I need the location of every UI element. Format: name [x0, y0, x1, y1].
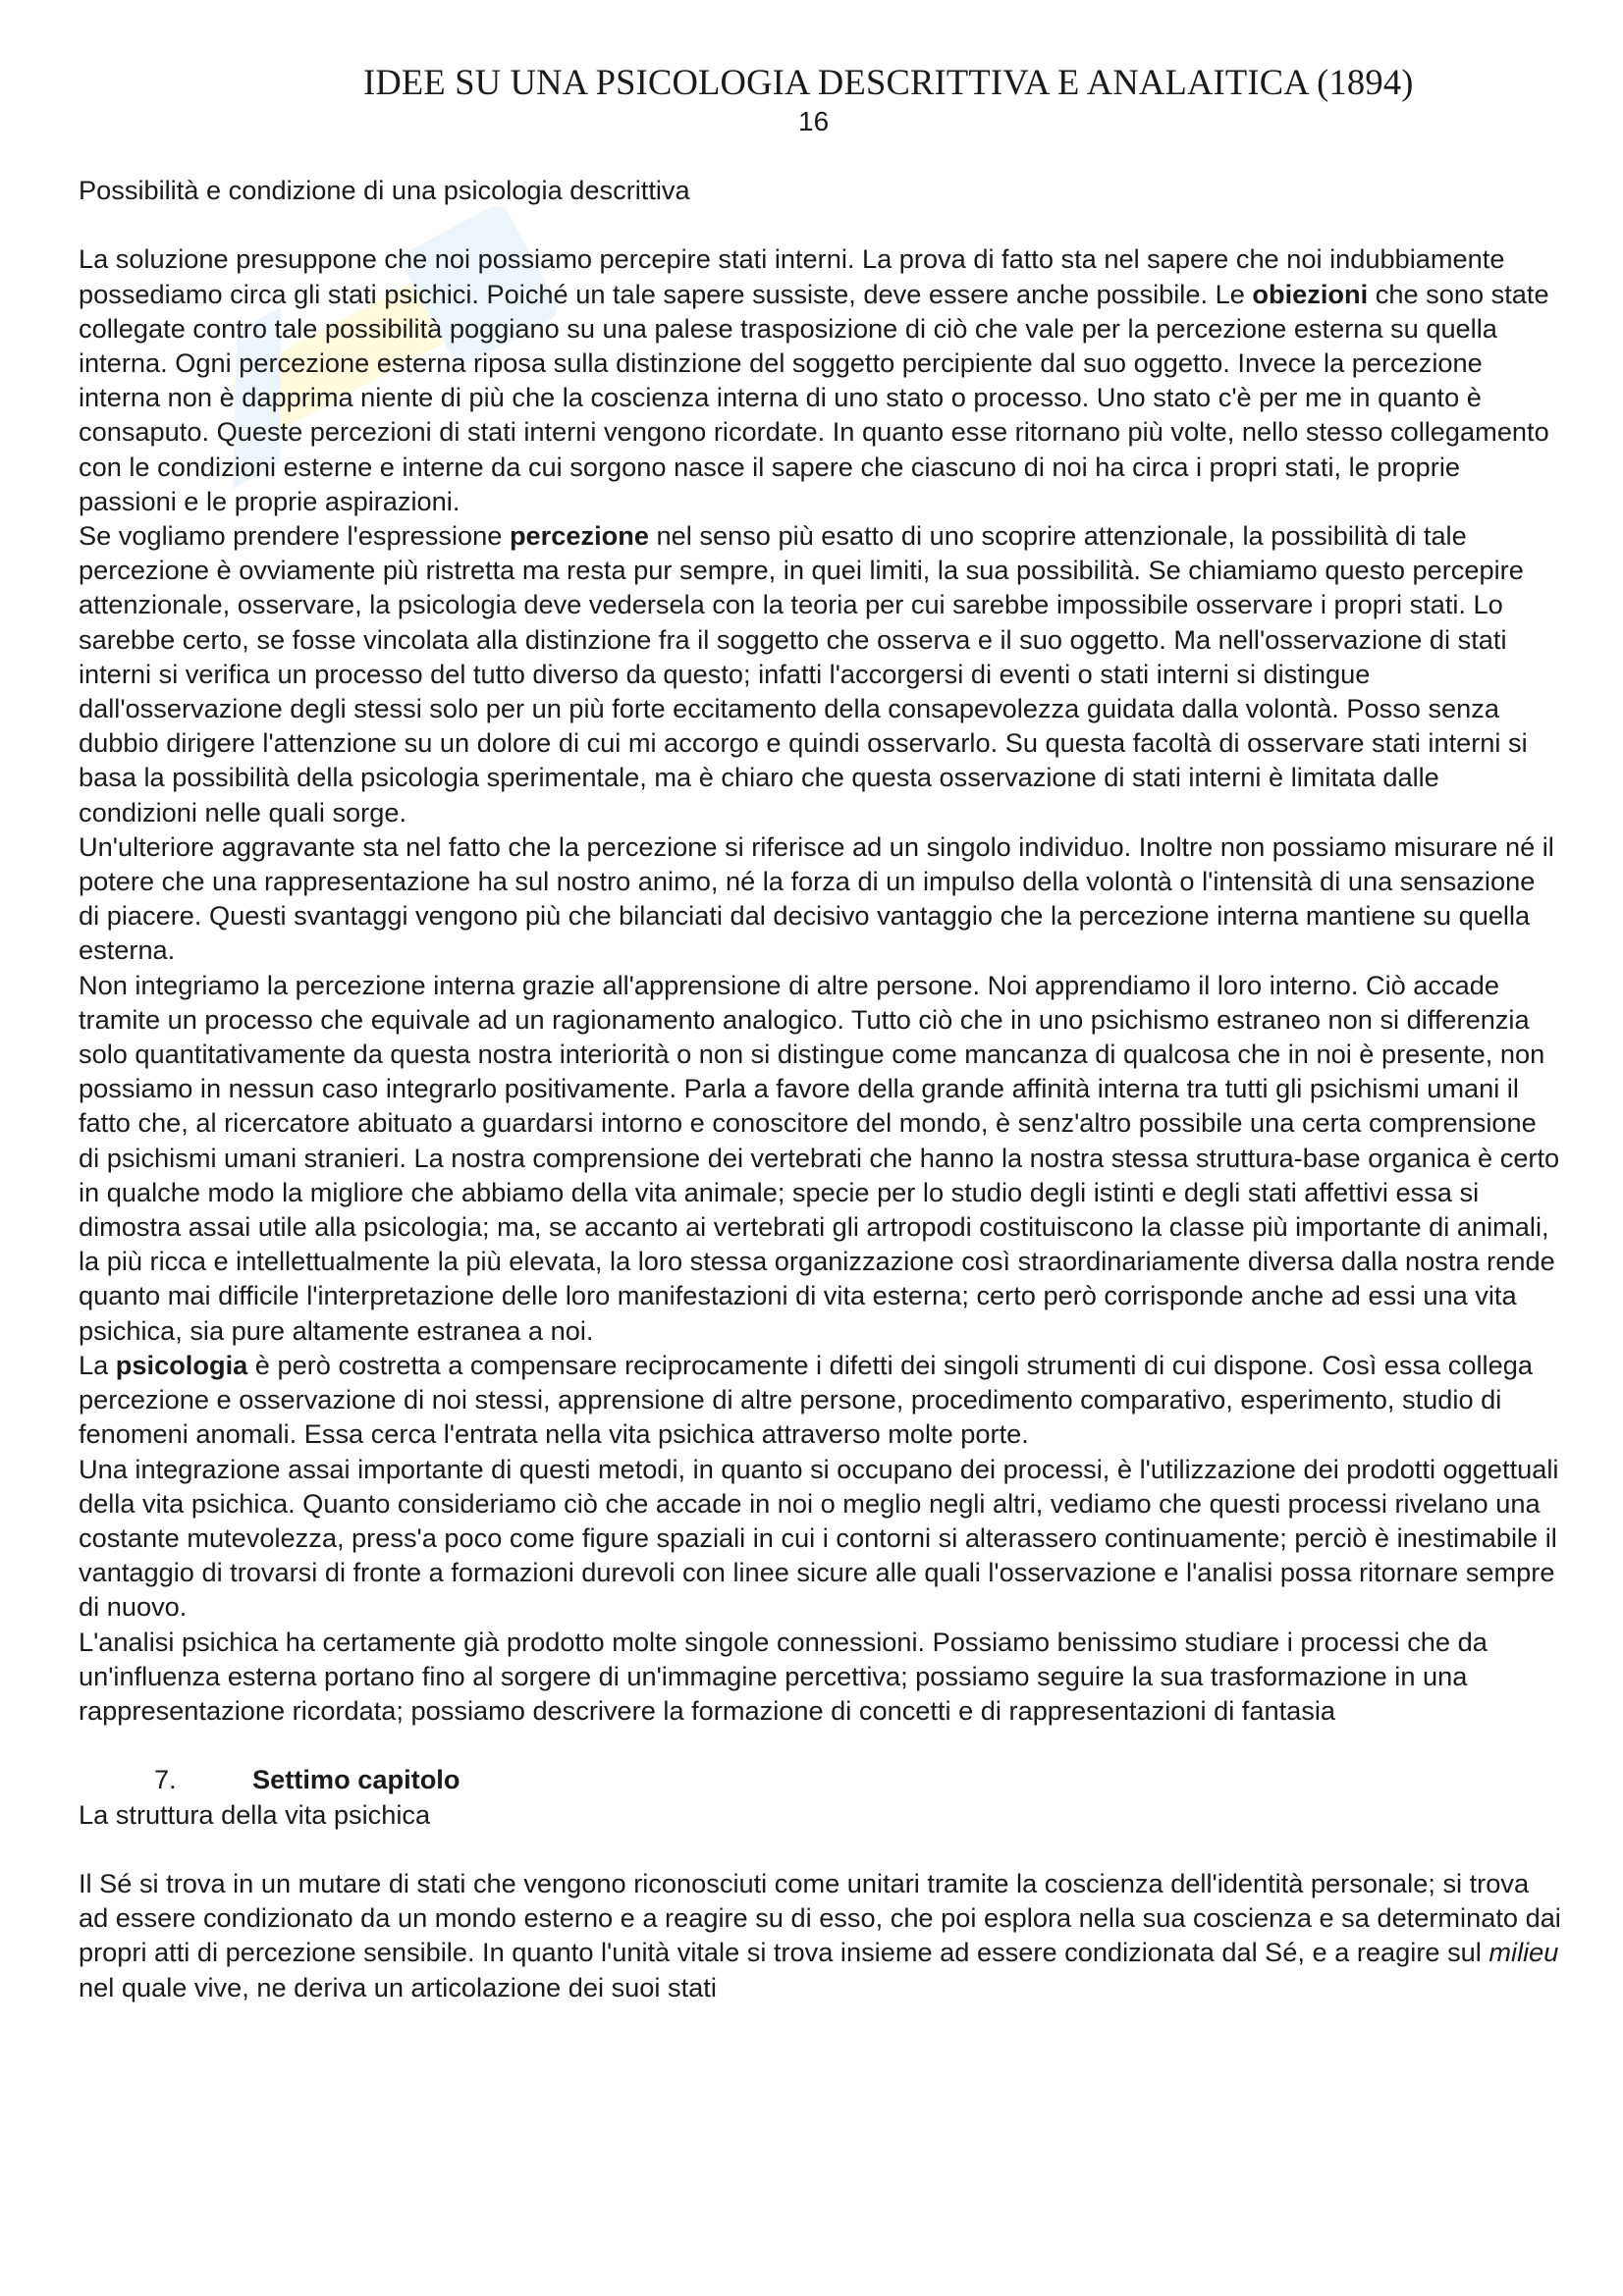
section-heading: Possibilità e condizione di una psicologia descrittiva [79, 175, 690, 205]
bold-term: obiezioni [1252, 278, 1369, 309]
chapter-title: Settimo capitolo [252, 1764, 460, 1795]
bold-term: percezione [509, 520, 649, 552]
bold-term: psicologia [115, 1349, 248, 1380]
spacer [79, 1728, 1561, 1762]
paragraph: Un'ulteriore aggravante sta nel fatto che la percezione si riferisce ad un singolo individuo. Inoltre non possiamo misurare né il potere che una rappresentazione ha sul nostro animo, né la forza di un impulso della volontà o l'intensità di una sensazione di piacere. Questi svantaggi vengono più che bilanciati dal decisivo vantaggio che la percezione interna mantiene su quella esterna. [79, 830, 1554, 966]
page-header-title: IDEE SU UNA PSICOLOGIA DESCRITTIVA E ANALAITICA (1894) [363, 62, 1414, 102]
chapter-subtitle: La struttura della vita psichica [79, 1798, 431, 1830]
paragraph: Il Sé si trova in un mutare di stati che vengono riconosciuti come unitari tramite la coscienza dell'identità personale; si trova ad essere condizionato da un mondo esterno e a reagire su di esso, che poi esplora nella sua coscienza e sa determinato dai propri atti di percezione sensibile. In quanto l'unità vitale si trova insieme ad essere condizionata dal Sé, e a reagire sul milieu nel quale vive, ne deriva un articolazione dei suoi stati [79, 1867, 1561, 2002]
chapter-heading [79, 1762, 1561, 1796]
page-number: 16 [798, 106, 830, 136]
paragraph: Non integriamo la percezione interna grazie all'apprensione di altre persone. Noi apprendiamo il loro interno. Ciò accade tramite un processo che equivale ad un ragionamento analogico. Tutto ciò che in uno psichismo estraneo non si differenzia solo quantitativamente da questa nostra interiorità o non si distingue come mancanza di qualcosa che in noi è presente, non possiamo in nessun caso integrarlo positivamente. Parla a favore della grande affinità interna tra tutti gli psichismi umani il fatto che, al ricercatore abituato a guardarsi intorno e conoscitore del mondo, è senz'altro possibile una certa comprensione di psichismi umani stranieri. La nostra comprensione dei vertebrati che hanno la nostra stessa struttura-base organica è certo in qualche modo la migliore che abbiamo della vita animale; specie per lo studio degli istinti e degli stati affettivi essa si dimostra assai utile alla psicologia; ma, se accanto ai vertebrati gli artropodi costituiscono la classe più importante di animali, la più ricca e intellettualmente la più elevata, la loro stessa organizzazione così straordinariamente diversa dalla nostra rende quanto mai difficile l'interpretazione delle loro manifestazioni di vita esterna; certo però corrisponde anche ad essi una vita psichica, sia pure altamente estranea a noi. [79, 969, 1560, 1346]
paragraph: La psicologia è però costretta a compensare reciprocamente i difetti dei singoli strumenti di cui dispone. Così essa collega percezione e osservazione di noi stessi, apprensione di altre persone, procedimento comparativo, esperimento, studio di fenomeni anomali. Essa cerca l'entrata nella vita psichica attraverso molte porte. [79, 1349, 1533, 1450]
paragraph: Se vogliamo prendere l'espressione percezione nel senso più esatto di uno scoprire attenzionale, la possibilità di tale percezione è ovviamente più ristretta ma resta pur sempre, in quei limiti, la sua possibilità. Se chiamiamo questo percepire attenzionale, osservare, la psicologia deve vedersela con la teoria per cui sarebbe impossibile osservare i propri stati. Lo sarebbe certo, se fosse vincolata alla distinzione fra il soggetto che osserva e il suo oggetto. Ma nell'osservazione di stati interni si verifica un processo del tutto diverso da questo; infatti l'accorgersi di eventi o stati interni si distingue dall'osservazione degli stessi solo per un più forte eccitamento della consapevolezza guidata dalla volontà. Posso senza dubbio dirigere l'attenzione su un dolore di cui mi accorgo e quindi osservarlo. Su questa facoltà di osservare stati interni si basa la possibilità della psicologia sperimentale, ma è chiaro che questa osservazione di stati interni è limitata dalle condizioni nelle quali sorge. [79, 520, 1528, 828]
paragraph: L'analisi psichica ha certamente già prodotto molte singole connessioni. Possiamo benissimo studiare i processi che da un'influenza esterna portano fino al sorgere di un'immagine percettiva; possiamo seguire la sua trasformazione in una rappresentazione ricordata; possiamo descrivere la formazione di concetti e di rappresentazioni di fantasia [79, 1626, 1488, 1726]
paragraph: Una integrazione assai importante di questi metodi, in quanto si occupano dei processi, è l'utilizzazione dei prodotti oggettuali della vita psichica. Quanto consideriamo ciò che accade in noi o meglio negli altri, vediamo che questi processi rivelano una costante mutevolezza, press'a poco come figure spaziali in cui i contorni si alterassero continuamente; perciò è inestimabile il vantaggio di trovarsi di fronte a formazioni durevoli con linee sicure alle quali l'osservazione e l'analisi possa ritornare sempre di nuovo. [79, 1453, 1559, 1623]
spacer [79, 207, 1561, 241]
spacer [79, 1832, 1561, 1866]
document-body [79, 173, 1561, 2004]
italic-term: milieu [1488, 1937, 1559, 1968]
paragraph: La soluzione presuppone che noi possiamo percepire stati interni. La prova di fatto sta nel sapere che noi indubbiamente possediamo circa gli stati psichici. Poiché un tale sapere sussiste, deve essere anche possibile. Le obiezioni che sono state collegate contro tale possibilità poggiano su una palese trasposizione di ciò che vale per la percezione esterna su quella interna. Ogni percezione esterna riposa sulla distinzione del soggetto percipiente dal suo oggetto. Invece la percezione interna non è dapprima niente di più che la coscienza interna di uno stato o processo. Uno stato c'è per me in quanto è consaputo. Queste percezioni di stati interni vengono ricordate. In quanto esse ritornano più volte, nello stesso collegamento con le condizioni esterne e interne da cui sorgono nasce il sapere che ciascuno di noi ha circa i propri stati, le proprie passioni e le proprie aspirazioni. [79, 243, 1549, 516]
chapter-number: 7. [154, 1764, 177, 1795]
